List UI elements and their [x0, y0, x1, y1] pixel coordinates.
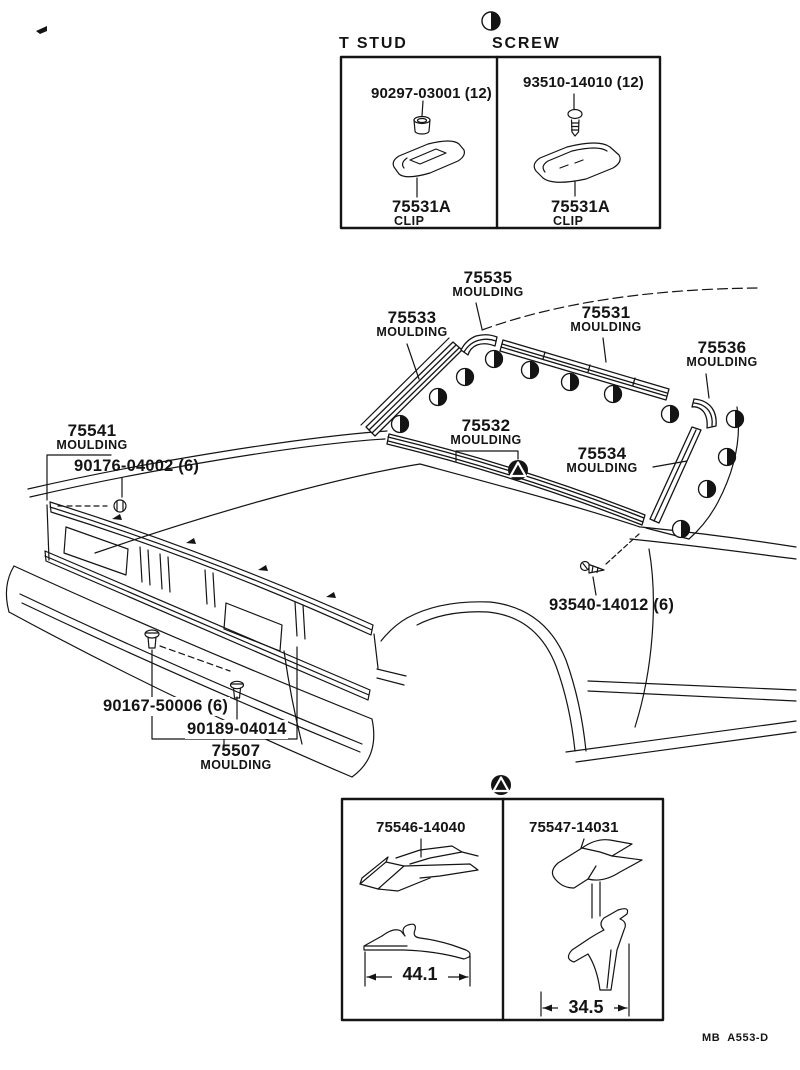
label-retainer-right-part: 75547-14031	[529, 819, 619, 836]
label-moulding-75536	[672, 339, 772, 369]
part-number: 75533	[387, 308, 437, 327]
legend-title-t-stud: T STUD	[339, 35, 408, 52]
label-clip-a-part: 90167-50006 (6)	[103, 697, 229, 715]
label-moulding-75533	[362, 309, 462, 339]
windshield-moulding-strips	[366, 335, 716, 525]
part-number: 75531	[581, 303, 631, 322]
label-moulding-75535	[438, 269, 538, 299]
retainer-right-clip-art	[552, 839, 642, 918]
legend-title-screw: SCREW	[492, 35, 561, 52]
label-tstud-clip-num: 75531A	[392, 198, 451, 216]
label-retainer-left-part: 75546-14040	[376, 819, 466, 836]
label-grommet-part: 90176-04002 (6)	[74, 457, 200, 475]
label-body-screw-part: 93540-14012 (6)	[549, 596, 675, 614]
t-stud-clip-art	[393, 141, 464, 197]
part-number: 75535	[463, 268, 513, 287]
dimension-34-5: 34.5	[558, 997, 614, 1018]
label-tstud-clip-word: CLIP	[394, 214, 425, 228]
part-word: MOULDING	[200, 758, 272, 772]
label-moulding-75532	[436, 417, 536, 447]
screw-clip-art	[534, 143, 620, 196]
part-word: MOULDING	[686, 355, 758, 369]
triangle-marker-75532	[508, 460, 528, 480]
screw-icon	[568, 94, 582, 136]
part-word: MOULDING	[452, 285, 524, 299]
part-word: MOULDING	[450, 433, 522, 447]
part-number: 75534	[577, 444, 627, 463]
part-word: MOULDING	[570, 320, 642, 334]
part-number: 75507	[211, 741, 261, 760]
part-word: MOULDING	[56, 438, 128, 452]
label-screw-clip-num: 75531A	[551, 198, 610, 216]
screw-symbol-icon	[482, 12, 500, 30]
part-word: MOULDING	[566, 461, 638, 475]
grommet-icon	[114, 500, 126, 512]
t-stud-icon	[414, 101, 430, 134]
label-clip-b-part: 90189-04014	[187, 720, 287, 738]
label-screw-clip-word: CLIP	[553, 214, 584, 228]
part-number: 75532	[461, 416, 511, 435]
corner-mark	[36, 26, 47, 34]
part-number: 75536	[697, 338, 747, 357]
body-screw-icon	[581, 562, 605, 574]
label-tstud-part: 90297-03001 (12)	[371, 85, 492, 102]
label-moulding-75534	[552, 445, 652, 475]
dimension-44-1: 44.1	[392, 964, 448, 985]
triangle-marker-retainer-box	[491, 775, 511, 795]
part-number: 75541	[67, 421, 117, 440]
label-moulding-75531	[556, 304, 656, 334]
page-code: MB A553-D	[702, 1032, 769, 1044]
label-screw-part: 93510-14010 (12)	[523, 74, 644, 91]
push-clip-a-icon	[145, 630, 159, 648]
label-moulding-75541	[42, 422, 142, 452]
label-moulding-75507	[188, 742, 284, 772]
part-word: MOULDING	[376, 325, 448, 339]
retainer-left-clip-art	[360, 839, 478, 891]
